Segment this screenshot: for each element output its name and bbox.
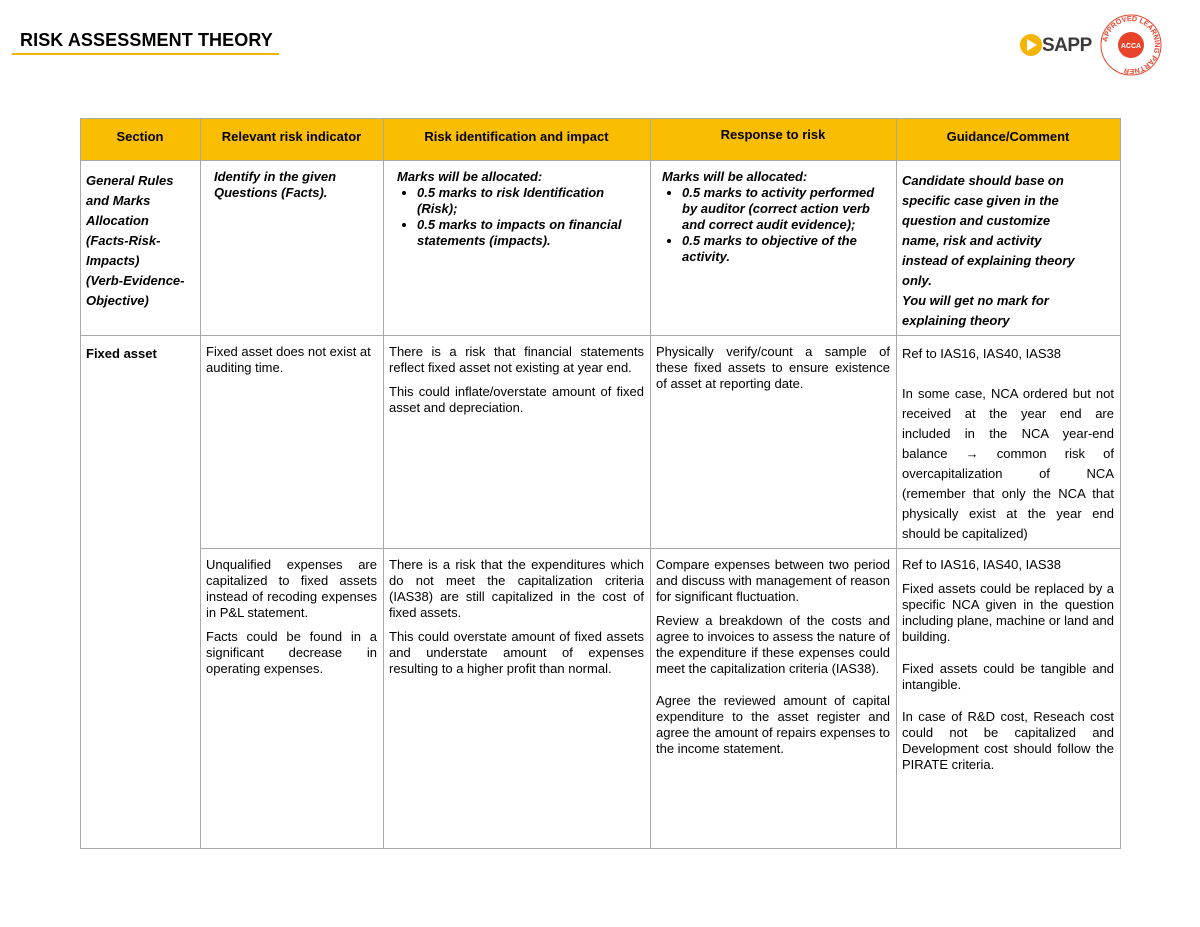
title-underline — [12, 53, 279, 55]
capitalization-response-text: Compare expenses between two period and discuss with management of reason for significant fluctuation. — [656, 557, 890, 604]
capitalization-indicator-text: Unqualified expenses are capitalized to fixed assets instead of recoding expenses in P&L statement. — [206, 557, 377, 620]
general-indicator-cell — [201, 161, 384, 336]
acca-approved-badge — [1100, 14, 1162, 76]
general-section-cell — [81, 161, 201, 336]
list-item: • 0.5 marks to risk Identification (Risk); — [417, 185, 644, 217]
existence-response-cell — [651, 336, 897, 549]
capitalization-guidance-text: In case of R&D cost, Reseach cost could not be capitalized and Development cost should follow the PIRATE criteria. — [902, 709, 1114, 772]
table-row-fixed-asset-existence — [81, 336, 1121, 549]
general-guidance-line: explaining theory — [902, 313, 1010, 328]
existence-indicator-cell — [201, 336, 384, 549]
general-guidance-line: specific case given in the — [902, 193, 1059, 208]
capitalization-impact-text: This could overstate amount of fixed assets and understate amount of expenses resulting to a higher profit than normal. — [389, 629, 644, 676]
table-row-general-rules — [81, 161, 1121, 336]
general-guidance-line: Candidate should base on — [902, 173, 1064, 188]
general-guidance-cell — [897, 161, 1121, 336]
column-header-section: Section — [81, 119, 201, 161]
existence-guidance-text: In some case, NCA ordered but not received at the year end are included in the NCA year-end balance → common risk of overcapitalization of NCA (remember that only the NCA that physically exist at the year end should be capitalized) — [902, 386, 1114, 541]
general-risk-cell — [384, 161, 651, 336]
general-section-line: (Verb-Evidence- — [86, 273, 185, 288]
general-section-line: and Marks — [86, 193, 151, 208]
capitalization-guidance-text: Fixed assets could be replaced by a specific NCA given in the question including plane, machine or land and building. — [902, 581, 1114, 644]
capitalization-guidance-cell — [897, 549, 1121, 849]
badge-ring-text: APPROVED LEARNING PARTNER — [1100, 14, 1162, 76]
capitalization-risk-cell — [384, 549, 651, 849]
general-risk-intro: Marks will be allocated: — [397, 169, 543, 184]
list-item: • 0.5 marks to activity performed by auditor (correct action verb and correct audit evidence); — [682, 185, 890, 233]
risk-assessment-table — [80, 118, 1121, 849]
badge-center-text: ACCA — [1120, 43, 1142, 50]
existence-indicator-text: Fixed asset does not exist at auditing time. — [206, 344, 371, 375]
column-header-risk: Risk identification and impact — [384, 119, 651, 161]
general-section-line: Impacts) — [86, 253, 140, 268]
capitalization-response-text: Agree the reviewed amount of capital expenditure to the asset register and agree the amount of repairs expenses to the income statement. — [656, 693, 890, 756]
general-guidance-line: only. — [902, 273, 932, 288]
column-header-guidance: Guidance/Comment — [897, 119, 1121, 161]
capitalization-response-text: Review a breakdown of the costs and agree to invoices to assess the nature of the expenditure if these expenses could meet the capitalization criteria (IAS38). — [656, 613, 890, 676]
general-indicator-text: Identify in the given Questions (Facts). — [214, 169, 337, 200]
fixed-asset-section-cell — [81, 336, 201, 849]
existence-impact-text: This could inflate/overstate amount of fixed asset and depreciation. — [389, 384, 644, 415]
general-guidance-line: name, risk and activity — [902, 233, 1042, 248]
existence-guidance-cell — [897, 336, 1121, 549]
general-section-line: General Rules — [86, 173, 174, 188]
general-guidance-line: You will get no mark for — [902, 293, 1049, 308]
capitalization-facts-text: Facts could be found in a significant decrease in operating expenses. — [206, 629, 377, 676]
general-risk-bullets — [397, 185, 644, 249]
capitalization-indicator-cell — [201, 549, 384, 849]
column-header-indicator: Relevant risk indicator — [201, 119, 384, 161]
general-guidance-line: question and customize — [902, 213, 1051, 228]
sapp-logo-text: SAPP — [1042, 35, 1092, 56]
general-section-line: Allocation — [86, 213, 149, 228]
existence-guidance-ref: Ref to IAS16, IAS40, IAS38 — [902, 346, 1061, 361]
capitalization-guidance-text: Fixed assets could be tangible and intangible. — [902, 661, 1114, 692]
general-response-intro: Marks will be allocated: — [662, 169, 808, 184]
table-header-row — [81, 119, 1121, 161]
column-header-response: Response to risk — [651, 119, 897, 161]
existence-response-text: Physically verify/count a sample of these fixed assets to ensure existence of asset at reporting date. — [656, 344, 890, 391]
sapp-logo — [1020, 32, 1092, 62]
page-title: RISK ASSESSMENT THEORY — [20, 30, 273, 50]
general-response-bullets — [662, 185, 890, 265]
general-guidance-line: instead of explaining theory — [902, 253, 1075, 268]
general-response-cell — [651, 161, 897, 336]
general-section-line: (Facts-Risk- — [86, 233, 161, 248]
table-row-fixed-asset-capitalization — [81, 549, 1121, 849]
capitalization-risk-text: There is a risk that the expenditures which do not meet the capitalization criteria (IAS38) are still capitalized in the cost of fixed assets. — [389, 557, 644, 620]
existence-risk-text: There is a risk that financial statements reflect fixed asset not existing at year end. — [389, 344, 644, 375]
fixed-asset-section-label: Fixed asset — [86, 346, 157, 361]
list-item: • 0.5 marks to objective of the activity. — [682, 233, 890, 265]
capitalization-guidance-ref: Ref to IAS16, IAS40, IAS38 — [902, 557, 1061, 572]
capitalization-response-cell — [651, 549, 897, 849]
general-section-line: Objective) — [86, 293, 149, 308]
list-item: • 0.5 marks to impacts on financial statements (impacts). — [417, 217, 644, 249]
existence-risk-cell — [384, 336, 651, 549]
sapp-play-icon — [1020, 34, 1042, 56]
